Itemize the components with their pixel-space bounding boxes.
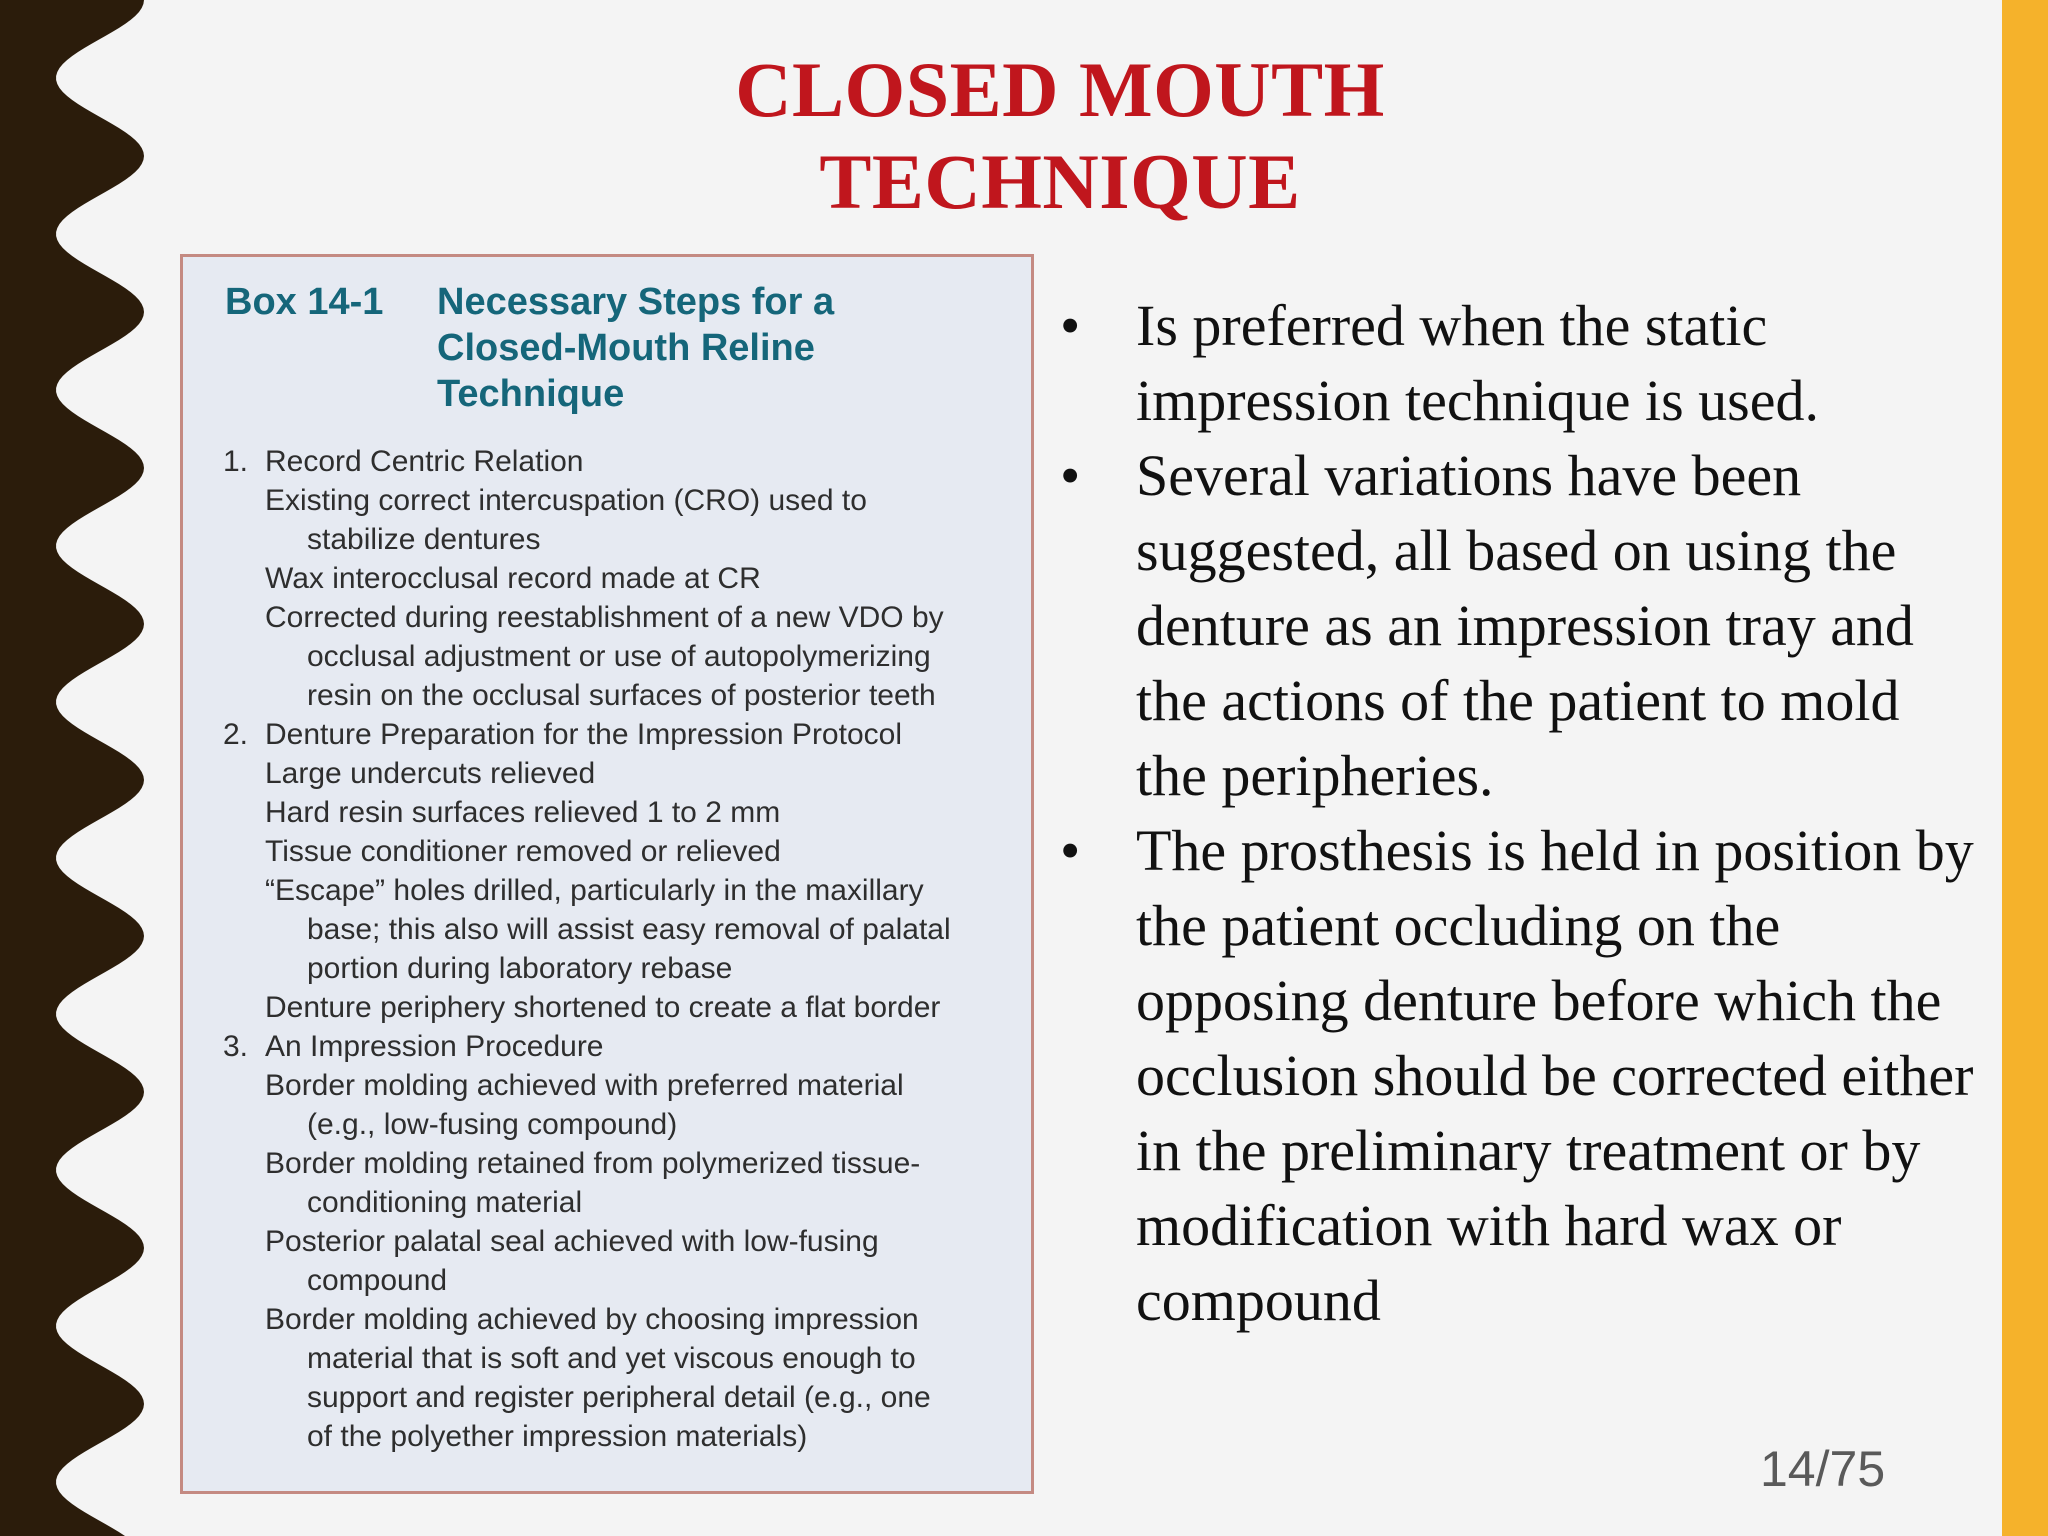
bullet-item [1060,288,2040,438]
substep-line: of the polyether impression materials) [307,1420,808,1453]
slide-title [700,44,1420,228]
step-title: Denture Preparation for the Impression Protocol [265,718,902,751]
substep-line: occlusal adjustment or use of autopolymerizing [307,640,931,673]
substep-line: portion during laboratory rebase [307,952,733,985]
substep-line: Existing correct intercuspation (CRO) used to [265,484,867,517]
step-heading [223,715,1023,754]
bullet-list [1060,288,2040,1338]
bullet-text-line: The prosthesis is held in position by [1136,818,1974,883]
substep-line: “Escape” holes drilled, particularly in the maxillary [265,874,924,907]
bullet-text-line: the peripheries. [1136,743,1494,808]
substep-line: Corrected during reestablishment of a new VDO by [265,601,944,634]
box-title-line: Closed-Mouth Reline [437,327,815,369]
substep-line: compound [307,1264,448,1297]
bullet-text-line: impression technique is used. [1136,368,1820,433]
substep-line: support and register peripheral detail (e.g., one [307,1381,931,1414]
step-heading [223,442,1023,481]
bullet-text-line: Several variations have been [1136,443,1802,508]
bullet-text-line: occlusion should be corrected either [1136,1043,1974,1108]
bullet-text-line: opposing denture before which the [1136,968,1942,1033]
substep-line: material that is soft and yet viscous enough to [307,1342,916,1375]
bullet-text-line: Is preferred when the static [1136,293,1768,358]
step-item [223,1027,1023,1456]
substep-line: Border molding retained from polymerized tissue- [265,1147,921,1180]
step-title: Record Centric Relation [265,445,584,478]
bullet-text-line: in the preliminary treatment or by [1136,1118,1921,1183]
slide-title-line: CLOSED MOUTH [735,46,1385,133]
steps-list [223,442,1023,1456]
substep-line: base; this also will assist easy removal of palatal [307,913,951,946]
bullet-text-line: denture as an impression tray and [1136,593,1914,658]
substep-line: resin on the occlusal surfaces of posterior teeth [307,679,936,712]
step-number: 1. [223,445,249,478]
substep-line: Posterior palatal seal achieved with low-fusing [265,1225,879,1258]
substep-line: stabilize dentures [307,523,541,556]
bullet-text-line: the patient occluding on the [1136,893,1781,958]
steps-box [180,254,1034,1494]
substep-line: Large undercuts relieved [265,757,596,790]
substep-line: Border molding achieved with preferred material [265,1069,904,1102]
box-title [437,279,997,417]
substep-line: Border molding achieved by choosing impression [265,1303,919,1336]
step-item [223,715,1023,1027]
bullet-text-line: compound [1136,1268,1381,1333]
slide-title-line: TECHNIQUE [819,138,1301,225]
box-title-line: Technique [437,373,625,415]
step-title: An Impression Procedure [265,1030,604,1063]
step-substeps [223,1066,1023,1456]
bullet-text-line: suggested, all based on using the [1136,518,1897,583]
bullet-dot-icon: • [1060,443,1081,508]
page-number: 14/75 [1760,1441,1886,1497]
box-number: Box 14-1 [225,281,384,323]
step-item [223,442,1023,715]
step-number: 2. [223,718,249,751]
substep-line: Tissue conditioner removed or relieved [265,835,781,868]
substep-line: Wax interocclusal record made at CR [265,562,761,595]
box-title-line: Necessary Steps for a [437,281,835,323]
step-number: 3. [223,1030,249,1063]
step-substeps [223,754,1023,1027]
bullet-dot-icon: • [1060,818,1081,883]
bullet-dot-icon: • [1060,293,1081,358]
substep-line: conditioning material [307,1186,583,1219]
step-substeps [223,481,1023,715]
bullet-item [1060,438,2040,813]
step-heading [223,1027,1023,1066]
bullet-text-line: the actions of the patient to mold [1136,668,1900,733]
bullet-item [1060,813,2040,1338]
bullet-text-line: modification with hard wax or [1136,1193,1842,1258]
substep-line: (e.g., low-fusing compound) [307,1108,678,1141]
substep-line: Denture periphery shortened to create a flat border [265,991,941,1024]
wavy-left-border [0,0,160,1536]
substep-line: Hard resin surfaces relieved 1 to 2 mm [265,796,781,829]
